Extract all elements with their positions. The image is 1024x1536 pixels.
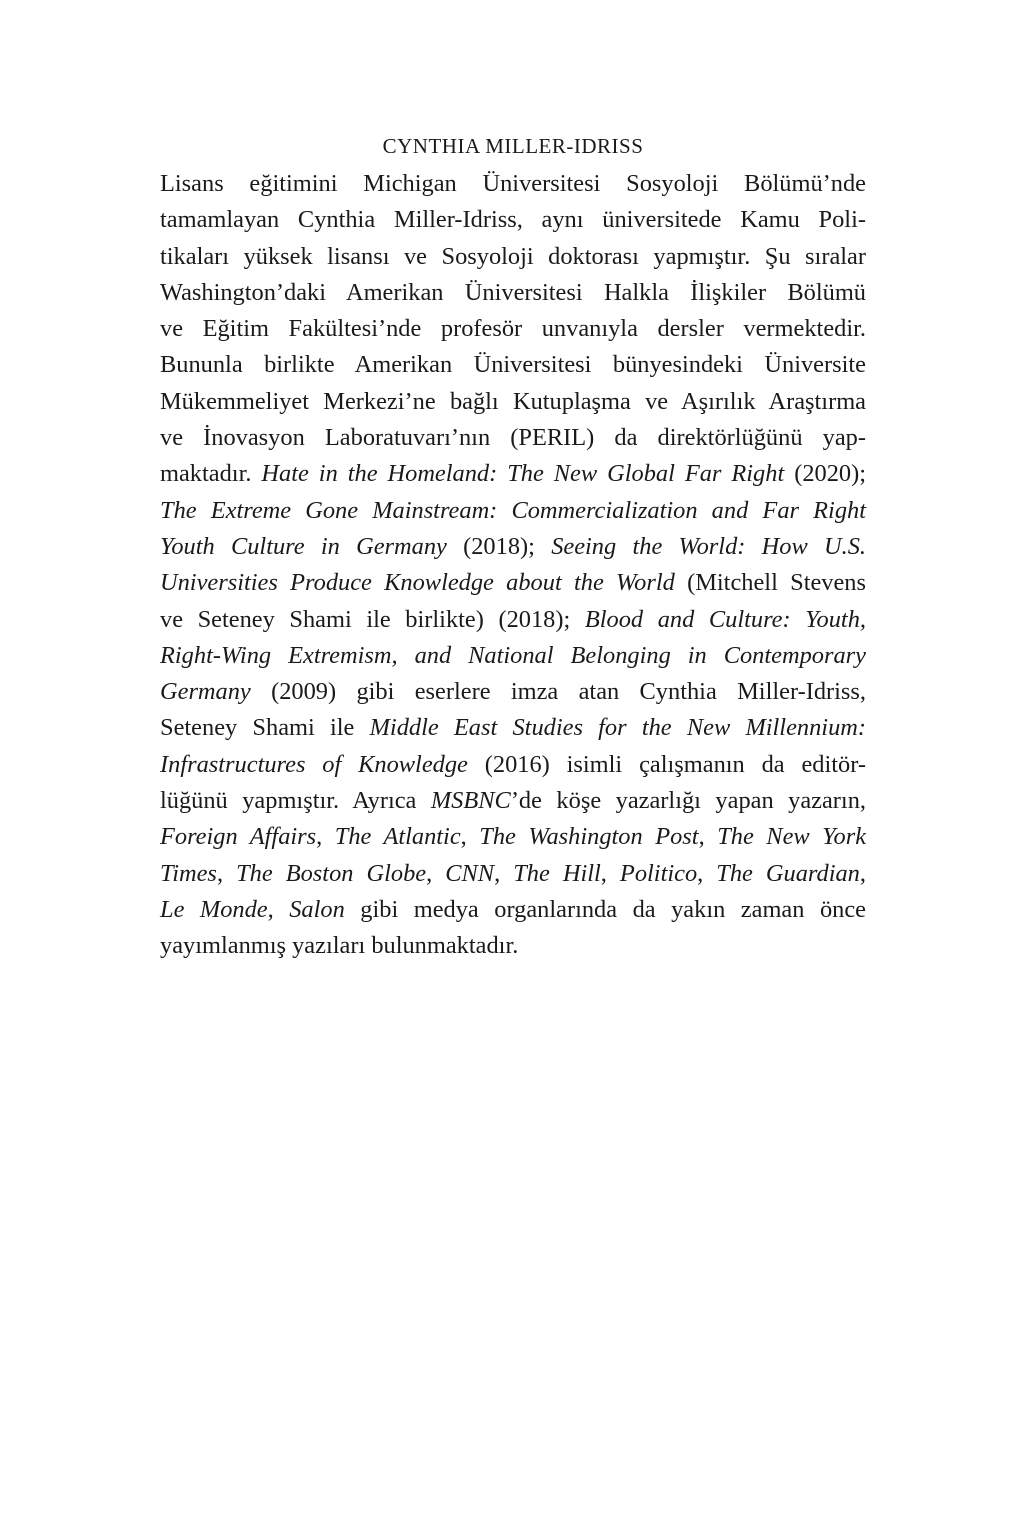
bio-line [160,602,866,638]
bio-text: , [426,859,446,887]
bio-text: ve Seteney Shami ile birlikte) (2018); [160,605,585,633]
bio-text: Washington’daki Amerikan Üniversitesi Halkla İlişkiler Bölümü [160,278,866,306]
bio-line [160,202,866,238]
bio-text: , [698,823,718,851]
bio-text: ve İnovasyon Laboratuvarı’nın (PERIL) da direktörlüğünü yap- [160,424,866,452]
bio-line [160,456,866,492]
bio-text: yayımlanmış yazıları bulunmaktadır. [160,932,519,960]
italic-title-text: The Hill [513,859,601,887]
bio-text: (2020); [784,460,867,488]
author-name-heading: CYNTHIA MILLER-IDRISS [382,134,644,158]
italic-title-text: MSBNC [430,787,511,815]
bio-line [160,166,866,202]
bio-text: Bununla birlikte Amerikan Üniversitesi bünyesindeki Üniversite [160,351,866,379]
italic-title-text: The Guardian [716,859,860,887]
bio-text: (2016) isimli çalışmanın da editör- [467,750,866,778]
bio-text: , [460,823,480,851]
bio-text: , [697,859,717,887]
bio-text: maktadır. [160,460,262,488]
bio-line [160,638,866,674]
bio-line [160,529,866,565]
italic-title-text: Hate in the Homeland: The New Global Far Right [261,460,785,488]
italic-title-text: Blood and Culture: Youth, [584,605,867,633]
bio-line [160,493,866,529]
bio-text: (Mitchell Stevens [674,569,866,597]
bio-line [160,239,866,275]
bio-text: gibi medya organlarında da yakın zaman önce [344,895,866,923]
bio-text: Lisans eğitimini Michigan Üniversitesi Sosyoloji Bölümü’nde [160,170,866,197]
italic-title-text: Middle East Studies for the New Millennium: [369,714,867,742]
italic-title-text: Salon [289,895,345,923]
bio-text: , [216,859,237,887]
bio-line [160,856,866,892]
bio-text: , [600,859,620,887]
italic-title-text: CNN [445,859,495,887]
bio-text: , [859,859,866,887]
bio-line [160,710,866,746]
author-biography [160,166,866,965]
bio-line [160,565,866,601]
bio-line [160,892,866,928]
bio-text: Seteney Shami ile [160,714,370,742]
italic-title-text: Seeing the World: How U.S. [551,532,866,560]
italic-title-text: Youth Culture in Germany [160,532,447,560]
italic-title-text: Politico [619,859,698,887]
bio-line [160,747,866,783]
bio-line [160,275,866,311]
bio-text: ve Eğitim Fakültesi’nde profesör unvanıyla dersler vermektedir. [160,315,866,343]
bio-text: ’de köşe yazarlığı yapan yazarın, [510,787,867,815]
italic-title-text: The Washington Post [479,823,699,851]
bio-text: tikaları yüksek lisansı ve Sosyoloji doktorası yapmıştır. Şu sıralar [160,242,866,270]
bio-line [160,420,866,456]
italic-title-text: The Extreme Gone Mainstream: Commercialization and Far Right [160,496,866,524]
bio-text: lüğünü yapmıştır. Ayrıca [160,787,431,815]
bio-text: (2018); [446,532,552,560]
italic-title-text: The New York [717,823,867,851]
bio-line [160,384,866,420]
bio-line [160,311,866,347]
bio-text: Mükemmeliyet Merkezi’ne bağlı Kutuplaşma ve Aşırılık Araştırma [160,387,866,415]
italic-title-text: Germany [160,678,251,706]
italic-title-text: Foreign Affairs [160,823,317,851]
bio-text: tamamlayan Cynthia Miller-Idriss, aynı üniversitede Kamu Poli- [160,206,866,234]
italic-title-text: The Atlantic [334,823,461,851]
bio-line [160,347,866,383]
bio-line [160,819,866,855]
bio-text: , [494,859,514,887]
italic-title-text: Infrastructures of Knowledge [160,750,468,778]
italic-title-text: Right-Wing Extremism, and National Belonging in Contemporary [160,641,866,669]
bio-text: , [316,823,335,851]
italic-title-text: Universities Produce Knowledge about the World [160,569,675,597]
bio-line [160,674,866,710]
italic-title-text: Le Monde [160,895,268,923]
bio-text: , [267,895,290,923]
italic-title-text: The Boston Globe [236,859,427,887]
bio-line [160,783,866,819]
italic-title-text: Times [160,859,217,887]
bio-text: (2009) gibi eserlere imza atan Cynthia Miller-Idriss, [250,678,866,706]
bio-line [160,928,866,964]
